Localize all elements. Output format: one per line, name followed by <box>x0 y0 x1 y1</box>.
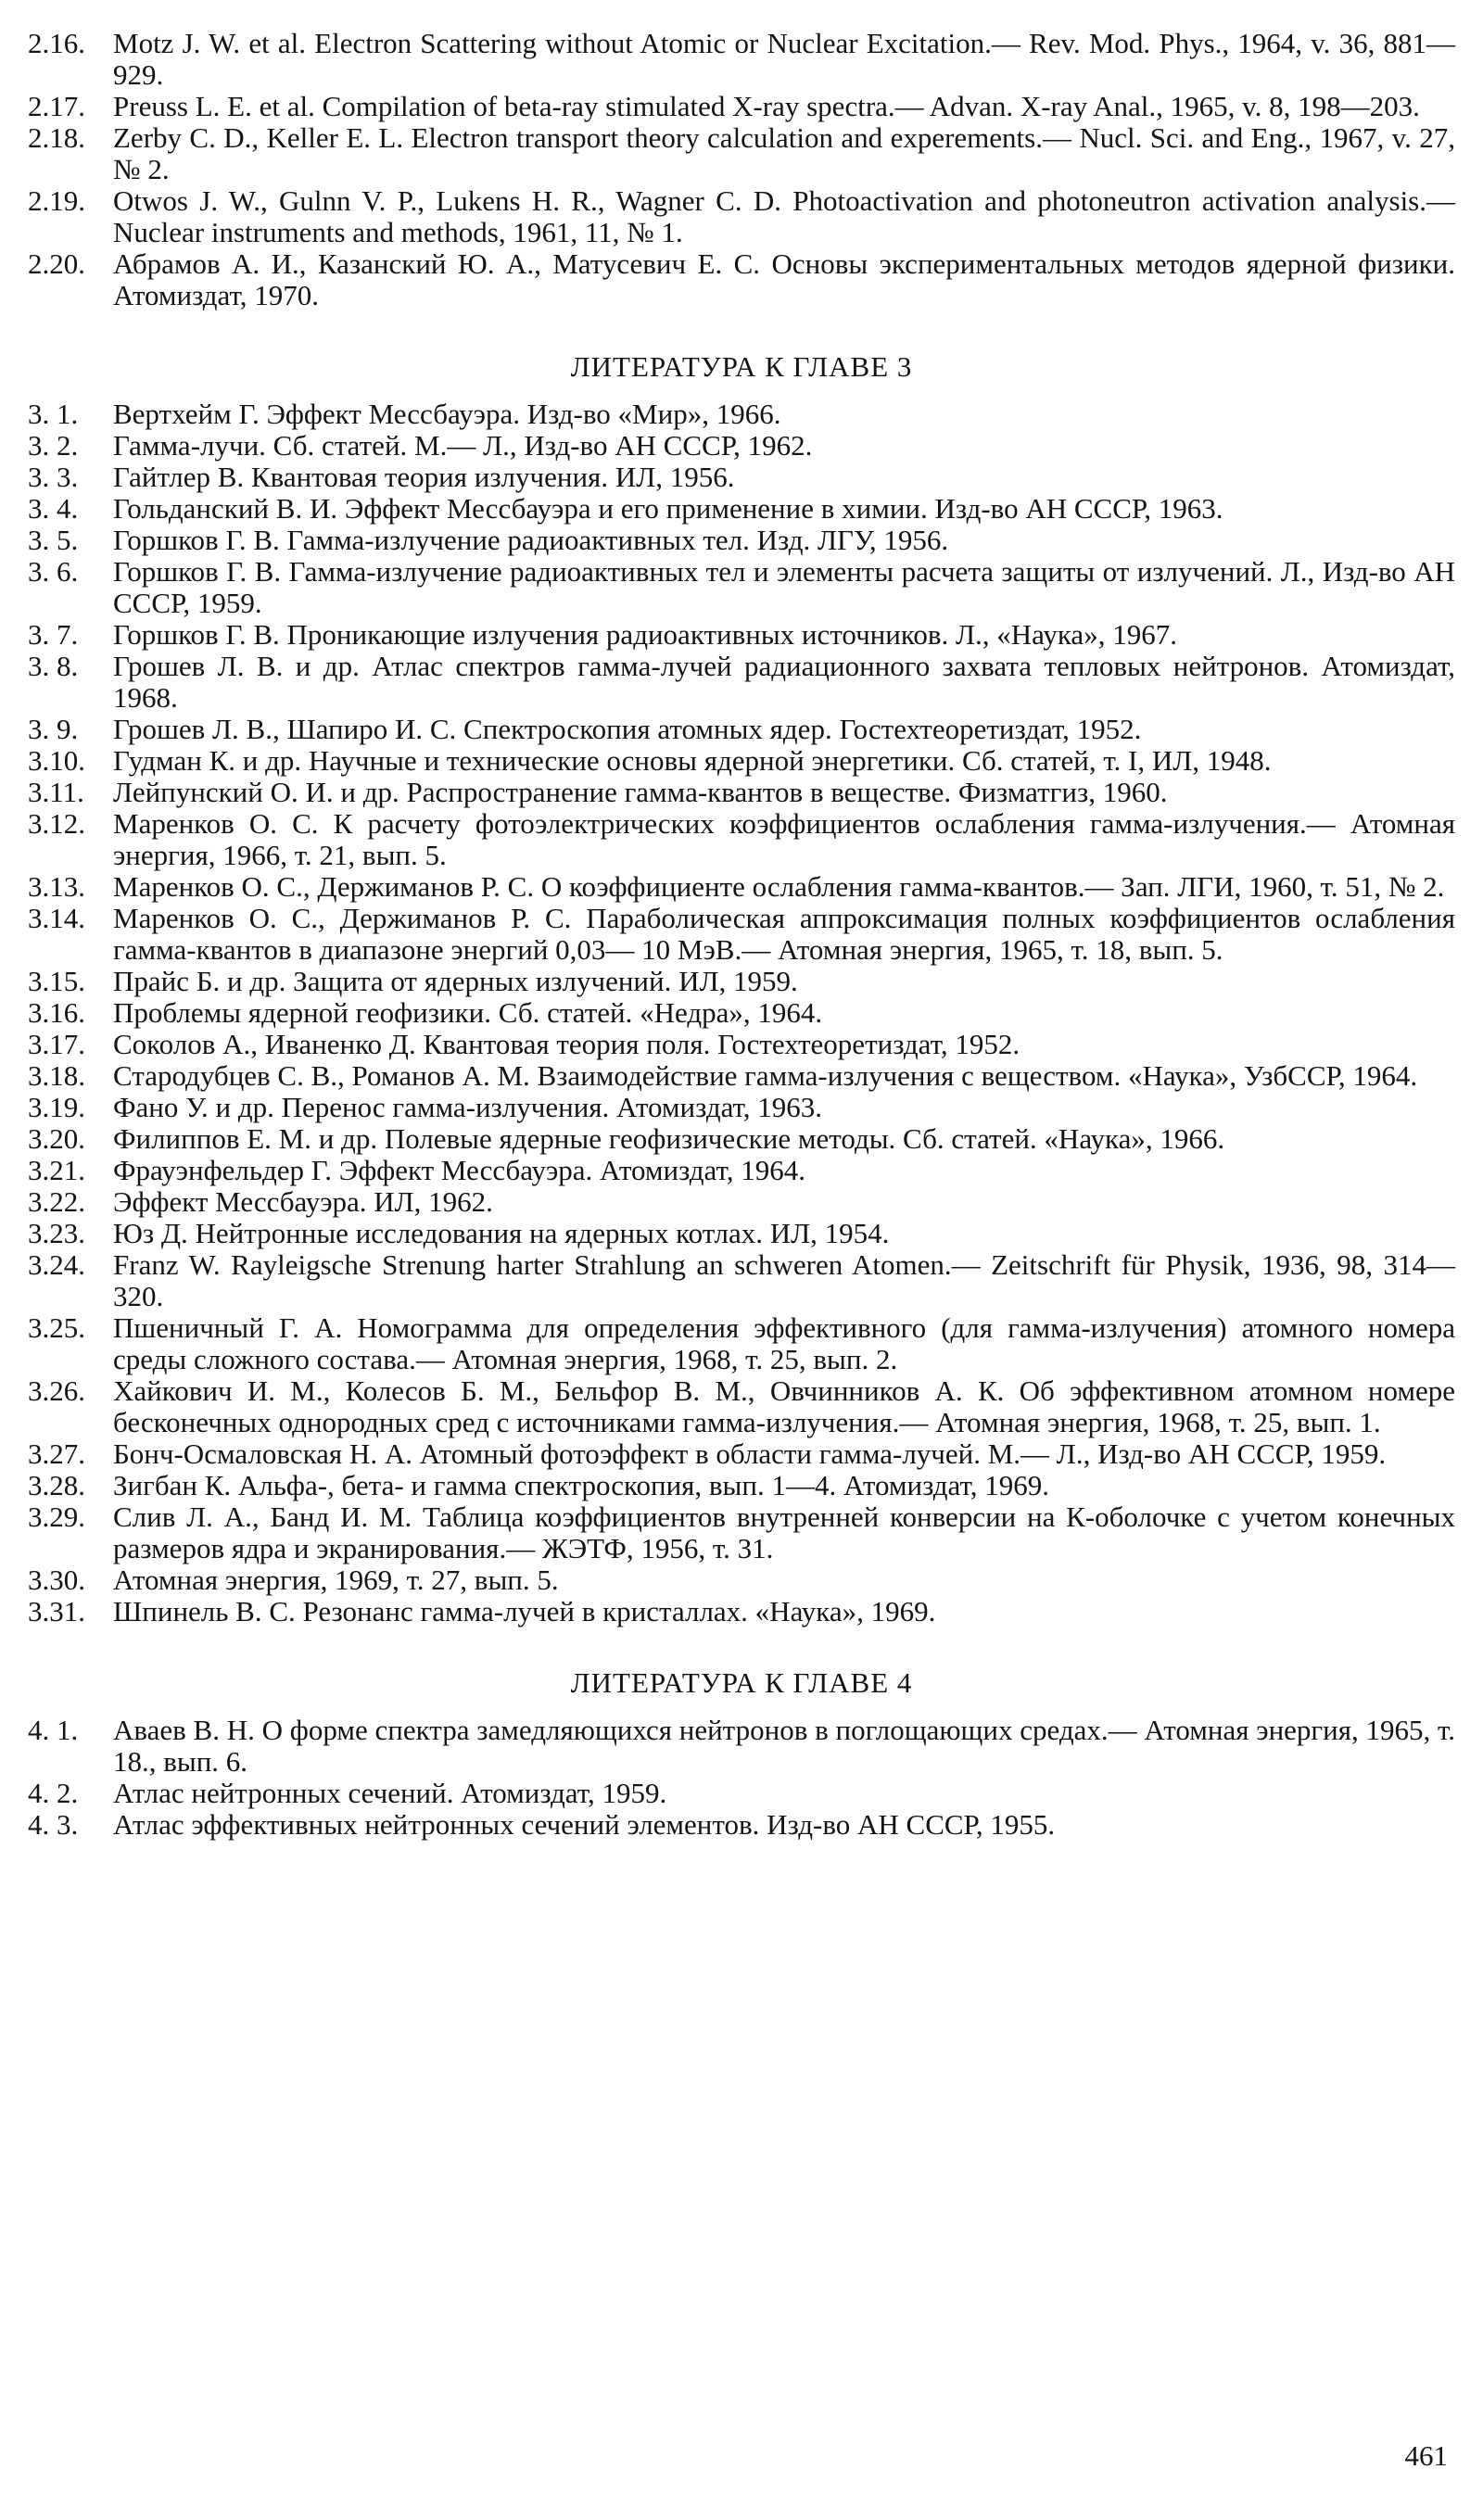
reference-text: Гамма-лучи. Сб. статей. М.— Л., Изд-во АН СССР, 1962. <box>113 429 813 462</box>
reference-text: Гайтлер В. Квантовая теория излучения. ИЛ, 1956. <box>113 461 735 493</box>
reference-number: 3.25. <box>28 1311 85 1344</box>
reference-number: 3.14. <box>28 902 85 934</box>
page-content <box>28 28 1455 1841</box>
reference-number: 2.16. <box>28 27 85 59</box>
reference-entry <box>28 556 1455 619</box>
reference-entry <box>28 619 1455 651</box>
reference-entry <box>28 997 1455 1029</box>
reference-entry <box>28 1060 1455 1092</box>
reference-text: Горшков Г. В. Проникающие излучения радиоактивных источников. Л., «Наука», 1967. <box>113 618 1177 651</box>
reference-number: 3.26. <box>28 1374 85 1407</box>
reference-entry <box>28 1501 1455 1564</box>
reference-number: 3.17. <box>28 1028 85 1060</box>
reference-text: Zerby C. D., Keller E. L. Electron transport theory calculation and experements.— Nucl. Sci. and Eng., 1967, v. 27, № 2. <box>113 121 1455 185</box>
reference-number: 3.16. <box>28 996 85 1029</box>
reference-text: Вертхейм Г. Эффект Мессбауэра. Изд-во «Мир», 1966. <box>113 398 781 430</box>
reference-text: Филиппов Е. М. и др. Полевые ядерные геофизические методы. Сб. статей. «Наука», 1966. <box>113 1122 1225 1155</box>
reference-text: Motz J. W. et al. Electron Scattering without Atomic or Nuclear Excitation.— Rev. Mod. Phys., 1964, v. 36, 881—929. <box>113 27 1455 91</box>
reference-number: 3.13. <box>28 870 85 903</box>
reference-text: Стародубцев С. В., Романов А. М. Взаимодействие гамма-излучения с веществом. «Наука», УзбССР, 1964. <box>113 1059 1418 1092</box>
reference-text: Грошев Л. В., Шапиро И. С. Спектроскопия атомных ядер. Гостехтеоретиздат, 1952. <box>113 713 1142 745</box>
reference-number: 4. 1. <box>28 1714 79 1746</box>
reference-entry <box>28 1375 1455 1438</box>
reference-entry <box>28 430 1455 462</box>
reference-number: 3.12. <box>28 807 85 840</box>
reference-entry <box>28 903 1455 966</box>
reference-number: 2.17. <box>28 90 85 122</box>
reference-text: Абрамов А. И., Казанский Ю. А., Матусевич Е. С. Основы экспериментальных методов ядерной физики. Атомиздат, 1970. <box>113 247 1455 311</box>
reference-entry <box>28 1715 1455 1778</box>
reference-number: 3. 1. <box>28 398 79 430</box>
reference-number: 2.19. <box>28 184 85 217</box>
reference-text: Эффект Мессбауэра. ИЛ, 1962. <box>113 1185 493 1218</box>
reference-entry <box>28 122 1455 185</box>
reference-entry <box>28 1249 1455 1312</box>
reference-text: Шпинель В. С. Резонанс гамма-лучей в кристаллах. «Наука», 1969. <box>113 1595 936 1627</box>
reference-entry <box>28 493 1455 525</box>
reference-number: 3.10. <box>28 744 85 777</box>
references-chapter-3 <box>28 399 1455 1627</box>
reference-text: Атомная энергия, 1969, т. 27, вып. 5. <box>113 1564 559 1596</box>
reference-text: Гольданский В. И. Эффект Мессбауэра и его применение в химии. Изд-во АН СССР, 1963. <box>113 492 1223 525</box>
page-number: 461 <box>1404 2439 1448 2472</box>
reference-entry <box>28 1123 1455 1155</box>
reference-text: Franz W. Rayleigsche Strenung harter Strahlung an schweren Atomen.— Zeitschrift für Physik, 1936, 98, 314—320. <box>113 1248 1455 1312</box>
reference-text: Зигбан К. Альфа-, бета- и гамма спектроскопия, вып. 1—4. Атомиздат, 1969. <box>113 1469 1049 1501</box>
reference-entry <box>28 1029 1455 1060</box>
reference-entry <box>28 651 1455 714</box>
reference-number: 3. 2. <box>28 429 79 462</box>
reference-entry <box>28 966 1455 997</box>
reference-text: Otwos J. W., Gulnn V. P., Lukens H. R., Wagner C. D. Photoactivation and photoneutron activation analysis.— Nuclear instruments and methods, 1961, 11, № 1. <box>113 184 1455 248</box>
reference-text: Маренков О. С. К расчету фотоэлектрических коэффициентов ослабления гамма-излучения.— Атомная энергия, 1966, т. 21, вып. 5. <box>113 807 1455 871</box>
reference-entry <box>28 1155 1455 1186</box>
reference-text: Атлас нейтронных сечений. Атомиздат, 1959. <box>113 1777 667 1809</box>
reference-number: 3.24. <box>28 1248 85 1281</box>
reference-number: 3. 8. <box>28 650 79 682</box>
reference-number: 3.19. <box>28 1091 85 1123</box>
reference-entry <box>28 1438 1455 1470</box>
reference-entry <box>28 1778 1455 1809</box>
reference-number: 3.23. <box>28 1217 85 1249</box>
reference-number: 3. 6. <box>28 555 79 588</box>
reference-number: 3.20. <box>28 1122 85 1155</box>
reference-number: 3.31. <box>28 1595 85 1627</box>
reference-number: 3.11. <box>28 776 84 808</box>
reference-number: 2.20. <box>28 247 85 280</box>
reference-text: Фано У. и др. Перенос гамма-излучения. Атомиздат, 1963. <box>113 1091 823 1123</box>
chapter-3-heading: ЛИТЕРАТУРА К ГЛАВЕ 3 <box>570 350 913 383</box>
reference-number: 3. 5. <box>28 524 79 556</box>
reference-entry <box>28 1186 1455 1218</box>
reference-entry <box>28 714 1455 745</box>
reference-text: Preuss L. E. et al. Compilation of beta-ray stimulated X-ray spectra.— Advan. X-ray Anal., 1965, v. 8, 198—203. <box>113 90 1420 122</box>
reference-text: Хайкович И. М., Колесов Б. М., Бельфор В. М., Овчинников А. К. Об эффективном атомном номере бесконечных однородных сред с источниками гамма-излучения.— Атомная энергия, 1968, т. 25, вып. 1. <box>113 1374 1455 1438</box>
reference-number: 2.18. <box>28 121 85 154</box>
reference-entry <box>28 745 1455 777</box>
reference-number: 3. 3. <box>28 461 79 493</box>
reference-number: 3. 4. <box>28 492 79 525</box>
reference-text: Соколов А., Иваненко Д. Квантовая теория поля. Гостехтеоретиздат, 1952. <box>113 1028 1020 1060</box>
reference-text: Пшеничный Г. А. Номограмма для определения эффективного (для гамма-излучения) атомного номера среды сложного состава.— Атомная энергия, 1968, т. 25, вып. 2. <box>113 1311 1455 1375</box>
reference-number: 3. 9. <box>28 713 79 745</box>
reference-text: Аваев В. Н. О форме спектра замедляющихся нейтронов в поглощающих средах.— Атомная энергия, 1965, т. 18., вып. 6. <box>113 1714 1455 1778</box>
reference-number: 4. 2. <box>28 1777 79 1809</box>
reference-number: 3.27. <box>28 1437 85 1470</box>
reference-number: 3.30. <box>28 1564 85 1596</box>
reference-entry <box>28 1312 1455 1375</box>
chapter-4-heading: ЛИТЕРАТУРА К ГЛАВЕ 4 <box>570 1666 913 1699</box>
reference-entry <box>28 525 1455 556</box>
reference-text: Горшков Г. В. Гамма-излучение радиоактивных тел и элементы расчета защиты от излучений. Л., Изд-во АН СССР, 1959. <box>113 555 1455 619</box>
reference-entry <box>28 28 1455 91</box>
reference-text: Лейпунский О. И. и др. Распространение гамма-квантов в веществе. Физматгиз, 1960. <box>113 776 1168 808</box>
reference-entry <box>28 1218 1455 1249</box>
reference-text: Грошев Л. В. и др. Атлас спектров гамма-лучей радиационного захвата тепловых нейтронов. Атомиздат, 1968. <box>113 650 1455 714</box>
reference-number: 3.18. <box>28 1059 85 1092</box>
reference-entry <box>28 871 1455 903</box>
reference-text: Горшков Г. В. Гамма-излучение радиоактивных тел. Изд. ЛГУ, 1956. <box>113 524 949 556</box>
reference-number: 4. 3. <box>28 1808 79 1841</box>
reference-number: 3.21. <box>28 1154 85 1186</box>
reference-number: 3. 7. <box>28 618 79 651</box>
reference-entry <box>28 1564 1455 1596</box>
reference-entry <box>28 248 1455 311</box>
reference-number: 3.29. <box>28 1501 85 1533</box>
reference-text: Бонч-Осмаловская Н. А. Атомный фотоэффект в области гамма-лучей. М.— Л., Изд-во АН СССР, 1959. <box>113 1437 1387 1470</box>
reference-number: 3.22. <box>28 1185 85 1218</box>
reference-entry <box>28 1470 1455 1501</box>
reference-entry <box>28 1596 1455 1627</box>
reference-entry <box>28 185 1455 248</box>
reference-text: Маренков О. С., Держиманов Р. С. О коэффициенте ослабления гамма-квантов.— Зап. ЛГИ, 1960, т. 51, № 2. <box>113 870 1445 903</box>
reference-text: Слив Л. А., Банд И. М. Таблица коэффициентов внутренней конверсии на К-оболочке с учетом конечных размеров ядра и экранирования.— ЖЭТФ, 1956, т. 31. <box>113 1501 1455 1564</box>
reference-text: Юз Д. Нейтронные исследования на ядерных котлах. ИЛ, 1954. <box>113 1217 890 1249</box>
reference-text: Прайс Б. и др. Защита от ядерных излучений. ИЛ, 1959. <box>113 965 798 997</box>
references-chapter-4 <box>28 1715 1455 1841</box>
reference-entry <box>28 91 1455 122</box>
reference-entry <box>28 808 1455 871</box>
reference-entry <box>28 1809 1455 1841</box>
reference-text: Маренков О. С., Держиманов Р. С. Параболическая аппроксимация полных коэффициентов ослабления гамма-квантов в диапазоне энергий 0,03— 10 МэВ.— Атомная энергия, 1965, т. 18, вып. 5. <box>113 902 1455 966</box>
reference-entry <box>28 462 1455 493</box>
reference-number: 3.28. <box>28 1469 85 1501</box>
reference-entry <box>28 777 1455 808</box>
reference-text: Проблемы ядерной геофизики. Сб. статей. «Недра», 1964. <box>113 996 823 1029</box>
reference-text: Фрауэнфельдер Г. Эффект Мессбауэра. Атомиздат, 1964. <box>113 1154 805 1186</box>
reference-number: 3.15. <box>28 965 85 997</box>
references-chapter-2-tail <box>28 28 1455 311</box>
reference-text: Гудман К. и др. Научные и технические основы ядерной энергетики. Сб. статей, т. I, ИЛ, 1948. <box>113 744 1272 777</box>
reference-entry <box>28 399 1455 430</box>
reference-entry <box>28 1092 1455 1123</box>
reference-text: Атлас эффективных нейтронных сечений элементов. Изд-во АН СССР, 1955. <box>113 1808 1056 1841</box>
